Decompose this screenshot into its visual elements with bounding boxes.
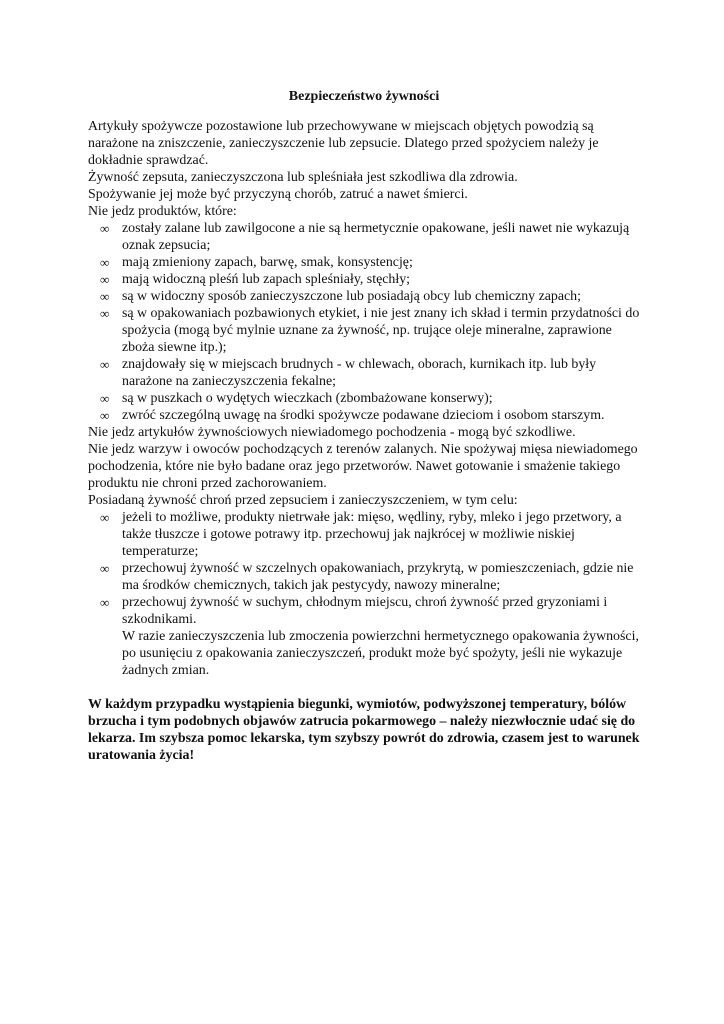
intro-paragraph-1: Artykuły spożywcze pozostawione lub przechowywane w miejscach objętych powodzią są narażone na zniszczenie, zanieczyszczenie lub zepsucie. Dlatego przed spożyciem należy je dokładnie sprawdzać. xyxy=(88,119,599,168)
list-item-text: przechowuj żywność w szczelnych opakowaniach, przykrytą, w pomieszczeniach, gdzie nie ma środków chemicznych, takich jak pestycydy, nawozy mineralne; xyxy=(122,561,634,593)
list-item-text: jeżeli to możliwe, produkty nietrwałe jak: mięso, wędliny, ryby, mleko i jego przetwory, a także tłuszcze i gotowe potrawy itp. przechowuj jak najkrócej w możliwie niskiej temperaturze; xyxy=(122,510,622,559)
list-item xyxy=(88,390,640,407)
infinity-bullet-icon: ∞ xyxy=(100,221,110,236)
do-not-eat-list xyxy=(88,220,640,424)
list-item-text: zwróć szczególną uwagę na środki spożywcze podawane dzieciom i osobom starszym. xyxy=(122,408,605,423)
list-item-text: mają widoczną pleśń lub zapach spleśniały, stęchły; xyxy=(122,272,411,287)
list-item xyxy=(88,220,640,254)
storage-tips-list xyxy=(88,509,640,628)
middle-paragraph-2: Nie jedz warzyw i owoców pochodzących z terenów zalanych. Nie spożywaj mięsa niewiadomego pochodzenia, które nie było badane oraz jego przetworów. Nawet gotowanie i smażenie takiego produktu nie chroni przed zachorowaniem. xyxy=(88,442,638,491)
list-item xyxy=(88,407,640,424)
list-item xyxy=(88,509,640,560)
infinity-bullet-icon: ∞ xyxy=(100,408,110,423)
list-item-text: są w widoczny sposób zanieczyszczone lub posiadają obcy lub chemiczny zapach; xyxy=(122,289,581,304)
infinity-bullet-icon: ∞ xyxy=(100,595,110,610)
infinity-bullet-icon: ∞ xyxy=(100,289,110,304)
infinity-bullet-icon: ∞ xyxy=(100,255,110,270)
list-item xyxy=(88,271,640,288)
intro-paragraph-3: Spożywanie jej może być przyczyną chorób, zatruć a nawet śmierci. xyxy=(88,187,468,202)
list-item xyxy=(88,356,640,390)
infinity-bullet-icon: ∞ xyxy=(100,272,110,287)
list-item-text: zostały zalane lub zawilgocone a nie są hermetycznie opakowane, jeśli nawet nie wykazują oznak zepsucia; xyxy=(122,221,630,253)
intro-paragraph-2: Żywność zepsuta, zanieczyszczona lub spleśniała jest szkodliwa dla zdrowia. xyxy=(88,170,518,185)
infinity-bullet-icon: ∞ xyxy=(100,510,110,525)
middle-paragraph-1: Nie jedz artykułów żywnościowych niewiadomego pochodzenia - mogą być szkodliwe. xyxy=(88,425,576,440)
list-item-text: przechowuj żywność w suchym, chłodnym miejscu, chroń żywność przed gryzoniami i szkodnikami. xyxy=(122,595,608,627)
list-item-text: są w opakowaniach pozbawionych etykiet, i nie jest znany ich skład i termin przydatności do spożycia (mogą być mylnie uznane za żywność, np. trujące oleje mineralne, zaprawione zboża siewne itp.); xyxy=(122,306,640,355)
list-item xyxy=(88,288,640,305)
list-item-text: mają zmieniony zapach, barwę, smak, konsystencję; xyxy=(122,255,413,270)
list-item-text: znajdowały się w miejscach brudnych - w chlewach, oborach, kurnikach itp. lub były narażone na zanieczyszczenia fekalne; xyxy=(122,357,597,389)
infinity-bullet-icon: ∞ xyxy=(100,561,110,576)
infinity-bullet-icon: ∞ xyxy=(100,357,110,372)
middle-paragraph-3: Posiadaną żywność chroń przed zepsuciem i zanieczyszczeniem, w tym celu: xyxy=(88,493,518,508)
list-item xyxy=(88,254,640,271)
packaging-note: W razie zanieczyszczenia lub zmoczenia powierzchni hermetycznego opakowania żywności, po usunięciu z opakowania zanieczyszczeń, produkt może być spożyty, jeśli nie wykazuje żadnych zmian. xyxy=(122,629,639,678)
intro-paragraph-4: Nie jedz produktów, które: xyxy=(88,204,237,219)
list-item-text: są w puszkach o wydętych wieczkach (zbombażowane konserwy); xyxy=(122,391,493,406)
infinity-bullet-icon: ∞ xyxy=(100,391,110,406)
list-item xyxy=(88,305,640,356)
infinity-bullet-icon: ∞ xyxy=(100,306,110,321)
list-item xyxy=(88,594,640,628)
document-title: Bezpieczeństwo żywności xyxy=(288,89,440,104)
document-page xyxy=(88,88,640,764)
medical-warning: W każdym przypadku wystąpienia biegunki, wymiotów, podwyższonej temperatury, bólów brzucha i tym podobnych objawów zatrucia pokarmowego – należy niezwłocznie udać się do lekarza. Im szybsza pomoc lekarska, tym szybszy powrót do zdrowia, czasem jest to warunek uratowania życia! xyxy=(88,697,640,763)
list-item xyxy=(88,560,640,594)
